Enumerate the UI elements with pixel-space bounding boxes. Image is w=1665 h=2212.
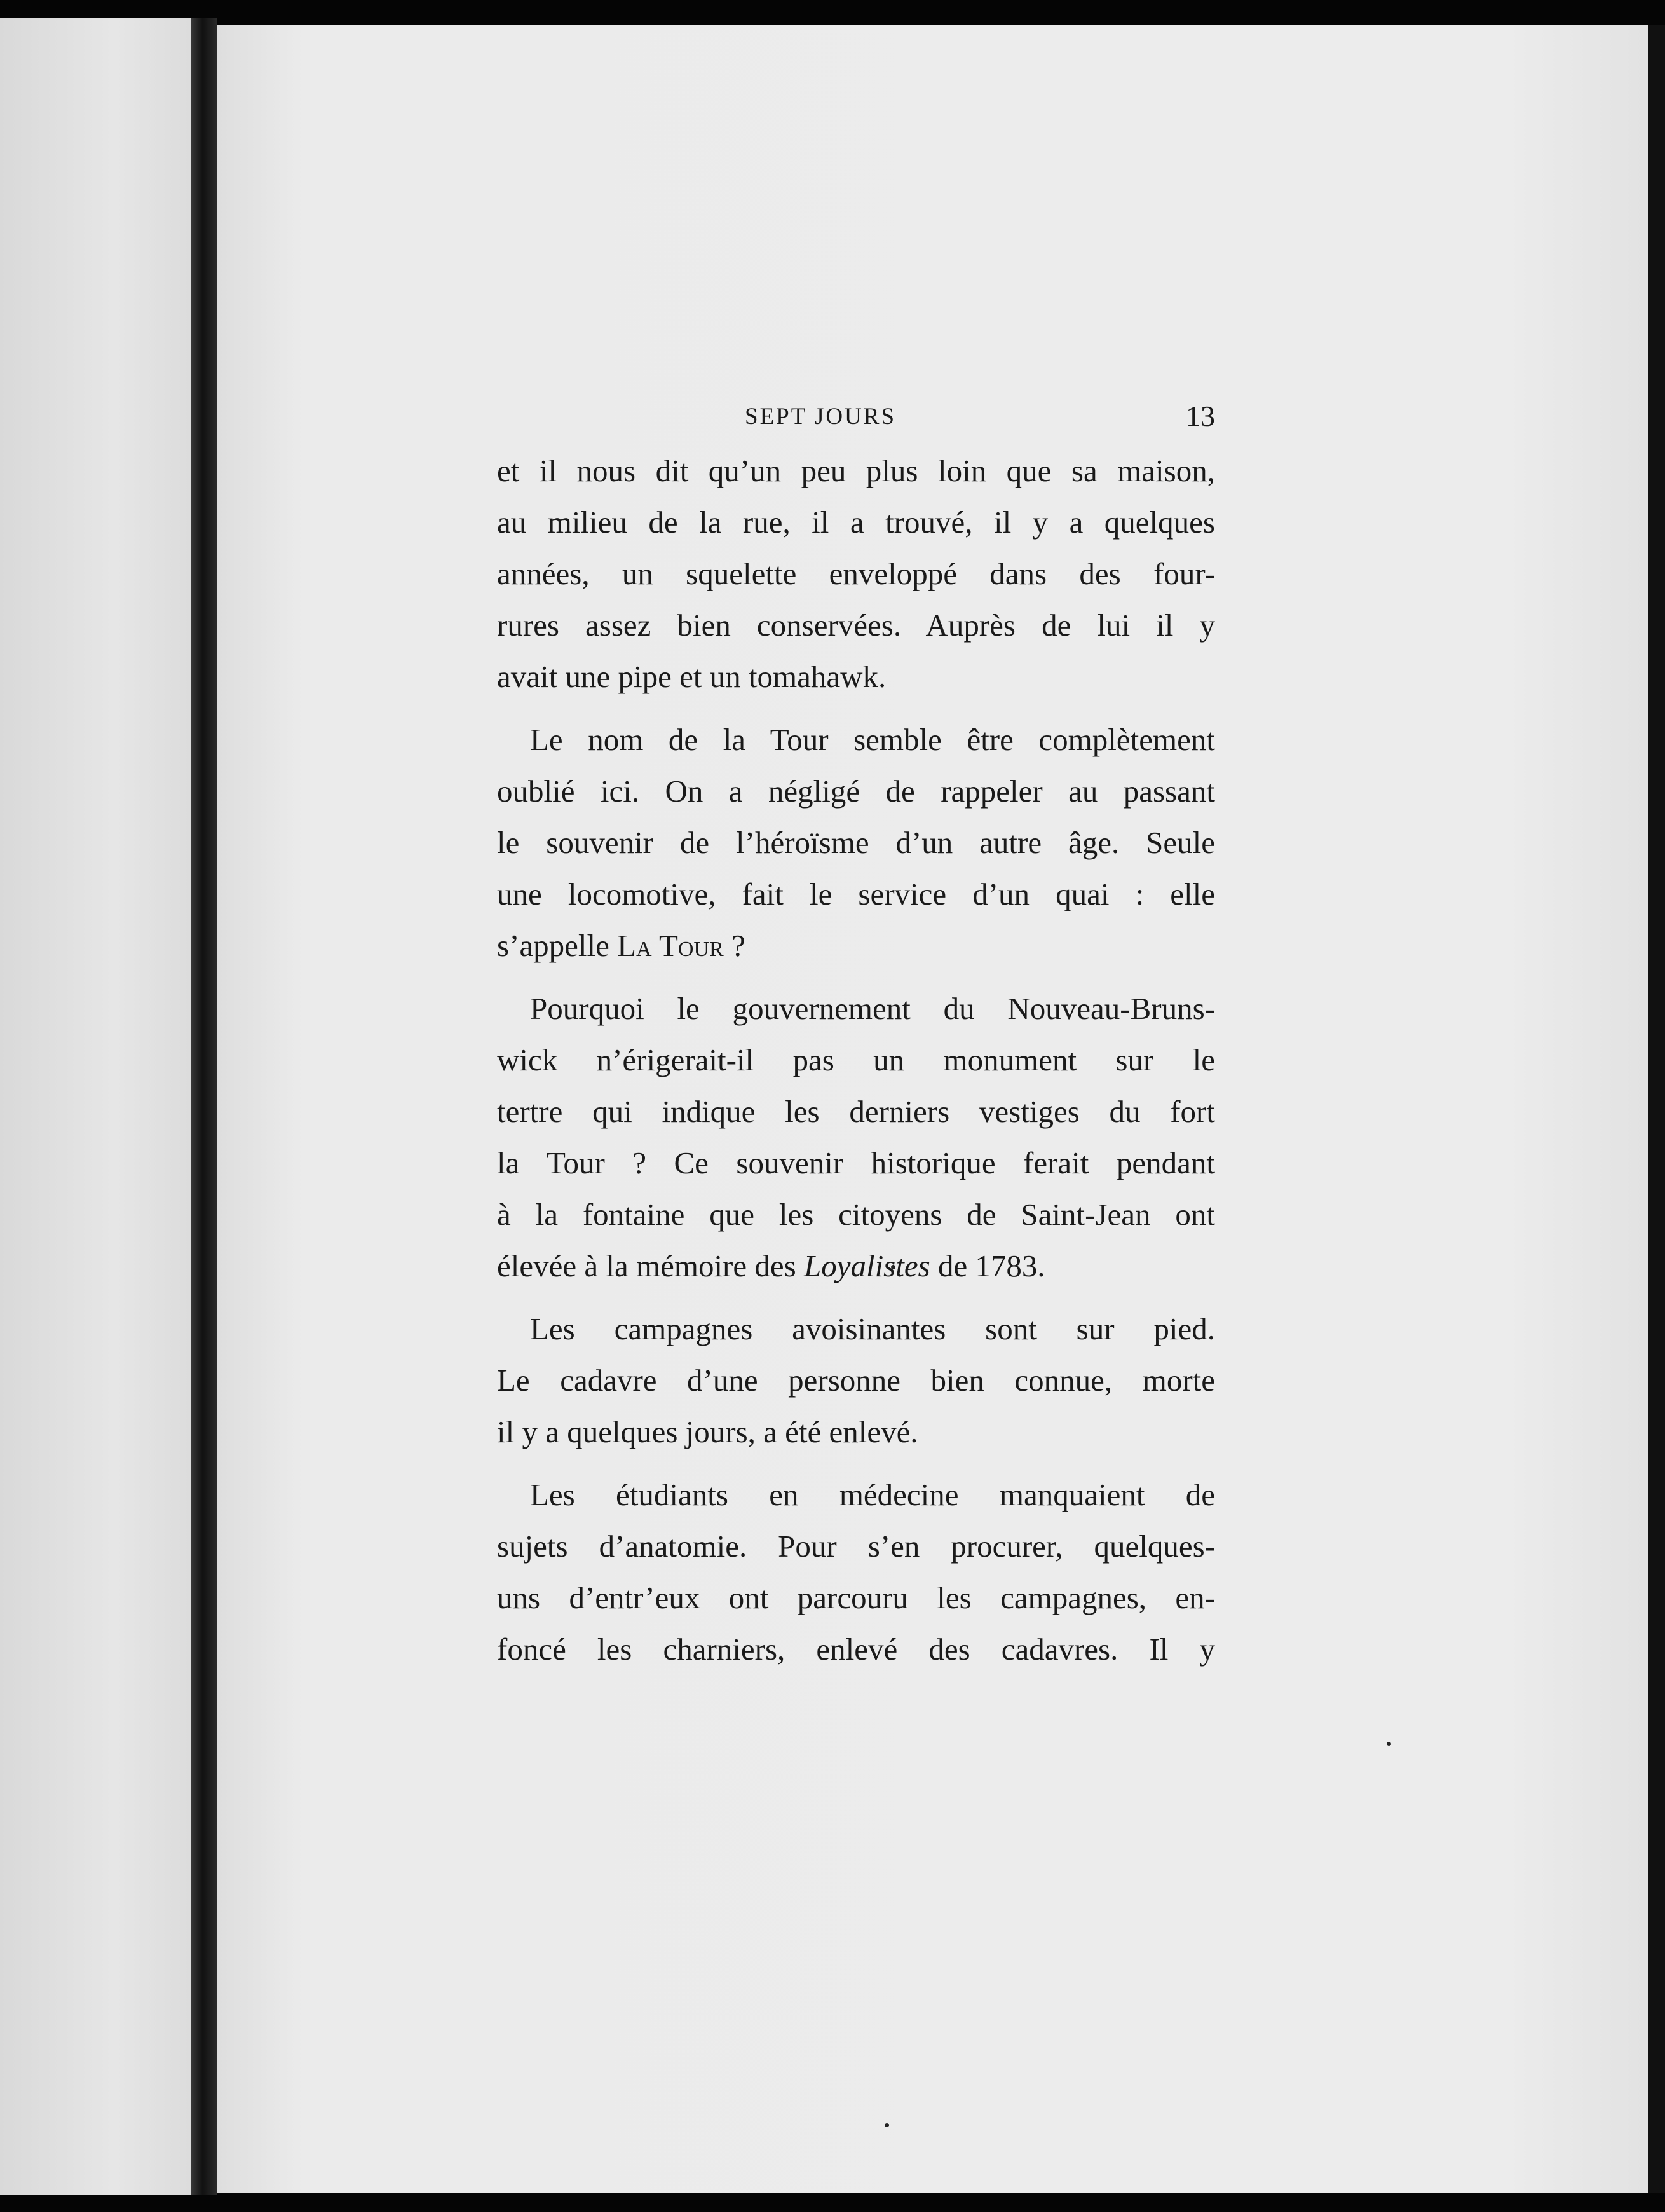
page-text-block: [497, 394, 1215, 1686]
running-head: [497, 394, 1215, 445]
loyalistes-italic: Loyalistes: [803, 1248, 930, 1283]
text-line: à la fontaine que les citoyens de Saint-Jean ont: [497, 1197, 1215, 1232]
text-line: foncé les charniers, enlevé des cadavres. Il y: [497, 1632, 1215, 1667]
running-title: SEPT JOURS: [745, 404, 897, 430]
text-line: Les étudiants en médecine manquaient de: [530, 1477, 1215, 1512]
page-number: 13: [1186, 400, 1215, 432]
book-spine: [191, 18, 217, 2195]
left-page-edge: [0, 18, 191, 2195]
text-line: Le cadavre d’une personne bien connue, morte: [497, 1363, 1215, 1398]
paper-speck: [1387, 1742, 1391, 1746]
text-line: Pourquoi le gouvernement du Nouveau-Bruns-: [530, 991, 1215, 1026]
text-line: tertre qui indique les derniers vestiges du fort: [497, 1094, 1215, 1129]
paragraph: [497, 1469, 1215, 1675]
text-line: et il nous dit qu’un peu plus loin que sa maison,: [497, 453, 1215, 488]
text-line: le souvenir de l’héroïsme d’un autre âge. Seule: [497, 825, 1215, 860]
text-line: uns d’entr’eux ont parcouru les campagnes, en-: [497, 1580, 1215, 1615]
text-line: Le nom de la Tour semble être complètement: [530, 722, 1215, 757]
text-line: sujets d’anatomie. Pour s’en procurer, quelques-: [497, 1529, 1215, 1564]
paragraph: [497, 1303, 1215, 1458]
text-line: wick n’érigerait-il pas un monument sur le: [497, 1042, 1215, 1077]
text-line: [497, 920, 1215, 971]
text-fragment: ?: [723, 928, 745, 963]
text-fragment: de 1783.: [930, 1248, 1045, 1283]
text-line: Les campagnes avoisinantes sont sur pied.: [530, 1311, 1215, 1346]
text-line: il y a quelques jours, a été enlevé.: [497, 1414, 918, 1449]
paragraph: [497, 445, 1215, 702]
text-line: la Tour ? Ce souvenir historique ferait pendant: [497, 1145, 1215, 1180]
text-line: [497, 1240, 1215, 1292]
paragraph: [497, 983, 1215, 1292]
text-fragment: élevée à la mémoire des: [497, 1248, 804, 1283]
text-line: années, un squelette enveloppé dans des four-: [497, 556, 1215, 591]
text-line: oublié ici. On a négligé de rappeler au passant: [497, 774, 1215, 809]
text-line: au milieu de la rue, il a trouvé, il y a quelques: [497, 505, 1215, 540]
paragraph: [497, 714, 1215, 971]
text-line: une locomotive, fait le service d’un quai : elle: [497, 877, 1215, 911]
text-fragment: s’appelle: [497, 928, 618, 963]
paper-speck: [885, 2123, 889, 2127]
right-scan-border: [1648, 25, 1665, 2193]
la-tour-smallcaps: La Tour: [617, 928, 724, 963]
text-line: avait une pipe et un tomahawk.: [497, 659, 887, 694]
text-line: rures assez bien conservées. Auprès de lui il y: [497, 608, 1215, 643]
